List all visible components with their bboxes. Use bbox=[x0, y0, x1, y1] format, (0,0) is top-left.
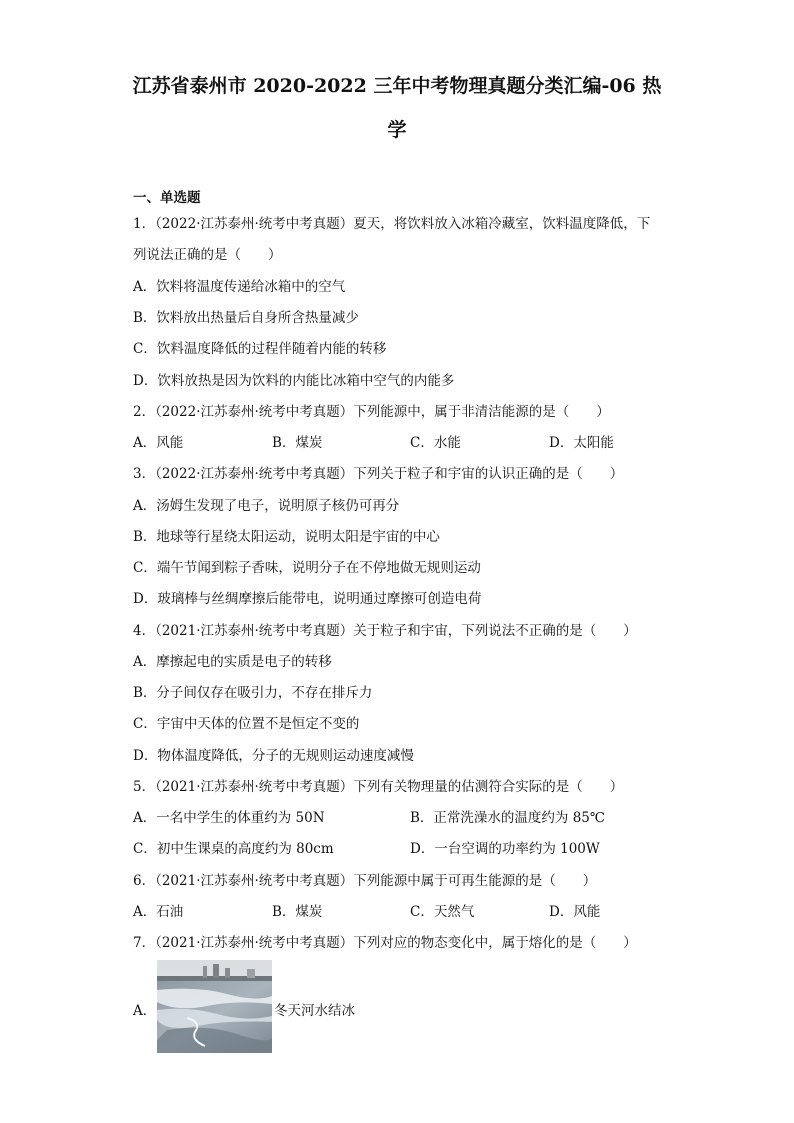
q5-option-d: D．一台空调的功率约为 100W bbox=[410, 841, 600, 857]
q7-stem: 7．（2021·江苏泰州·统考中考真题）下列对应的物态变化中，属于熔化的是（ ） bbox=[133, 935, 637, 951]
q7-option-a-label: A． bbox=[133, 1003, 157, 1019]
q2-option-a: A．风能 bbox=[133, 435, 184, 451]
q3-option-b: B．地球等行星绕太阳运动，说明太阳是宇宙的中心 bbox=[133, 529, 440, 545]
q5-option-b: B．正常洗澡水的温度约为 85℃ bbox=[410, 810, 605, 826]
q1-stem-line1: 1．（2022·江苏泰州·统考中考真题）夏天，将饮料放入冰箱冷藏室，饮料温度降低，下 bbox=[133, 216, 651, 232]
q6-stem: 6．（2021·江苏泰州·统考中考真题）下列能源中属于可再生能源的是（ ） bbox=[133, 873, 597, 889]
q2-stem: 2．（2022·江苏泰州·统考中考真题）下列能源中，属于非清洁能源的是（ ） bbox=[133, 404, 610, 420]
q2-option-b: B．煤炭 bbox=[272, 435, 323, 451]
document-title bbox=[0, 64, 794, 152]
q3-stem: 3．（2022·江苏泰州·统考中考真题）下列关于粒子和宇宙的认识正确的是（ ） bbox=[133, 466, 624, 482]
q6-option-b: B．煤炭 bbox=[272, 904, 323, 920]
q3-option-d: D．玻璃棒与丝绸摩擦后能带电，说明通过摩擦可创造电荷 bbox=[133, 591, 482, 607]
q7-option-a-caption: 冬天河水结冰 bbox=[274, 1003, 355, 1019]
q6-option-c: C．天然气 bbox=[410, 904, 475, 920]
q1-option-b: B．饮料放出热量后自身所含热量减少 bbox=[133, 310, 359, 326]
q2-option-c: C．水能 bbox=[410, 435, 461, 451]
q3-option-a: A．汤姆生发现了电子，说明原子核仍可再分 bbox=[133, 498, 400, 514]
title-line-1: 江苏省泰州市 2020-2022 三年中考物理真题分类汇编-06 热 bbox=[132, 75, 662, 97]
q4-option-a: A．摩擦起电的实质是电子的转移 bbox=[133, 654, 332, 670]
q1-stem-line2: 列说法正确的是（ ） bbox=[133, 247, 282, 263]
q1-option-a: A．饮料将温度传递给冰箱中的空气 bbox=[133, 279, 346, 295]
q5-stem: 5．（2021·江苏泰州·统考中考真题）下列有关物理量的估测符合实际的是（ ） bbox=[133, 779, 624, 795]
section-heading: 一、单选题 bbox=[133, 190, 201, 206]
frozen-river-photo bbox=[157, 960, 272, 1053]
q4-option-b: B．分子间仅存在吸引力，不存在排斥力 bbox=[133, 685, 373, 701]
q4-option-d: D．物体温度降低，分子的无规则运动速度减慢 bbox=[133, 748, 414, 764]
q6-option-d: D．风能 bbox=[549, 904, 601, 920]
title-line-2: 学 bbox=[387, 119, 407, 141]
q6-option-a: A．石油 bbox=[133, 904, 184, 920]
q5-option-c: C．初中生课桌的高度约为 80cm bbox=[133, 841, 334, 857]
q4-option-c: C．宇宙中天体的位置不是恒定不变的 bbox=[133, 716, 360, 732]
q2-option-d: D．太阳能 bbox=[549, 435, 614, 451]
q5-option-a: A．一名中学生的体重约为 50N bbox=[133, 810, 325, 826]
q3-option-c: C．端午节闻到粽子香味，说明分子在不停地做无规则运动 bbox=[133, 560, 481, 576]
q4-stem: 4．（2021·江苏泰州·统考中考真题）关于粒子和宇宙，下列说法不正确的是（ ） bbox=[133, 623, 637, 639]
q1-option-d: D．饮料放热是因为饮料的内能比冰箱中空气的内能多 bbox=[133, 373, 455, 389]
q1-option-c: C．饮料温度降低的过程伴随着内能的转移 bbox=[133, 341, 387, 357]
